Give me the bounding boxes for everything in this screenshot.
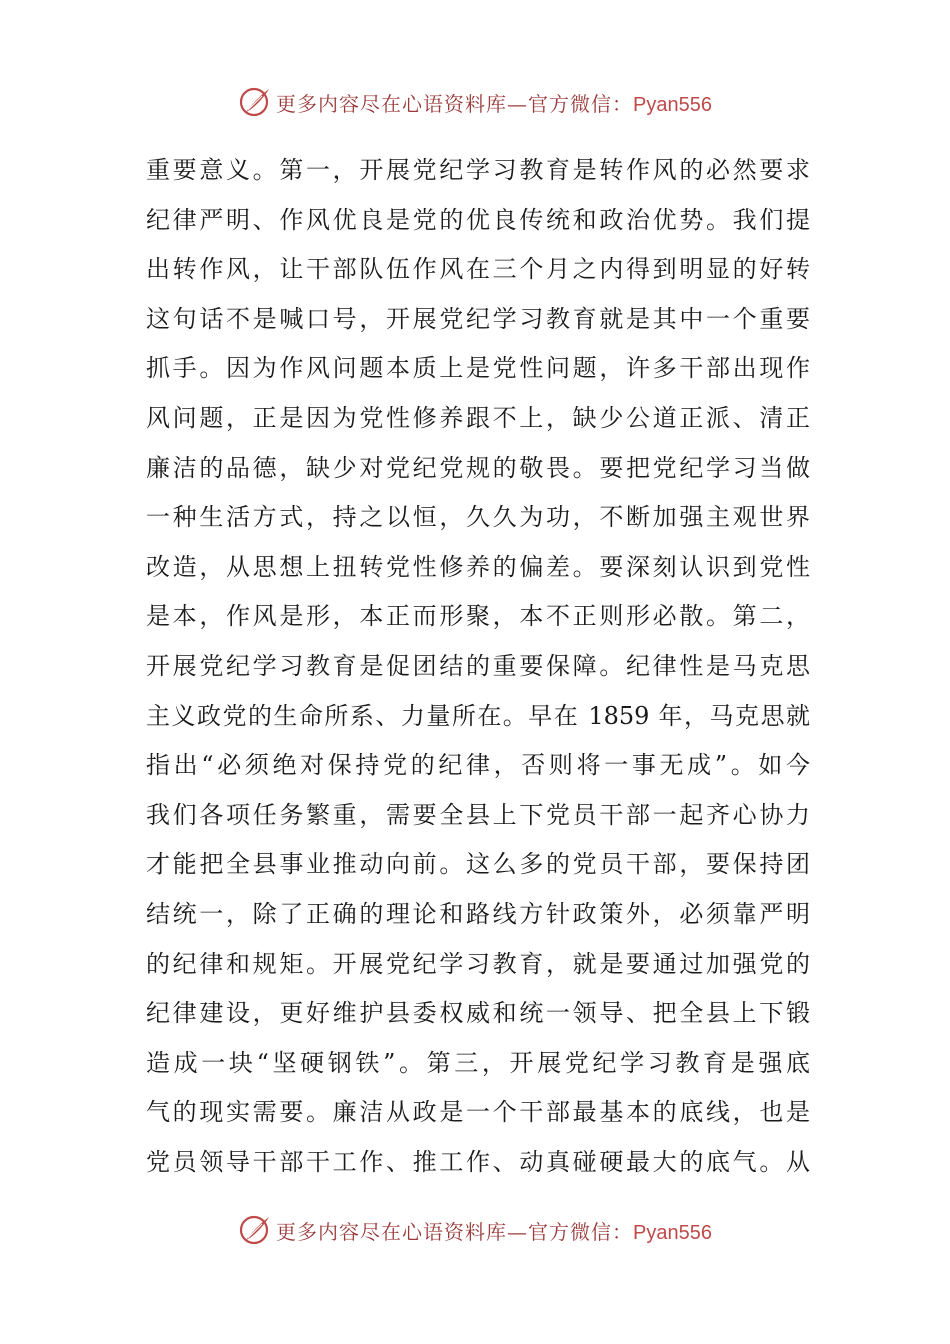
document-body	[146, 146, 810, 1187]
body-line: 改造，从思想上扭转党性修养的偏差。要深刻认识到党性	[146, 552, 810, 581]
body-line: 造成一块“坚硬钢铁”。第三，开展党纪学习教育是强底	[146, 1048, 810, 1077]
body-line: 党员领导干部干工作、推工作、动真碰硬最大的底气。从	[146, 1147, 810, 1176]
header-wechat-label: 官方微信：	[528, 91, 634, 116]
body-line: 风问题，正是因为党性修养跟不上，缺少公道正派、清正	[146, 403, 810, 432]
body-line: 出转作风，让干部队伍作风在三个月之内得到明显的好转	[146, 255, 810, 284]
body-line: 指出“必须绝对保持党的纪律，否则将一事无成”。如今	[146, 751, 810, 780]
body-line: 才能把全县事业推动向前。这么多的党员干部，要保持团	[146, 850, 810, 879]
body-line: 一种生活方式，持之以恒，久久为功，不断加强主观世界	[146, 503, 810, 532]
body-line: 重要意义。第一，开展党纪学习教育是转作风的必然要求	[146, 156, 810, 184]
footer-banner-text	[276, 1216, 712, 1245]
header-banner-separator: —	[507, 91, 529, 116]
header-wechat-id: Pyan556	[633, 93, 712, 116]
body-line: 我们各项任务繁重，需要全县上下党员干部一起齐心协力	[146, 800, 810, 829]
footer-banner-separator: —	[507, 1219, 529, 1244]
body-line: 这句话不是喊口号，开展党纪学习教育就是其中一个重要	[146, 304, 810, 333]
body-line: 廉洁的品德，缺少对党纪党规的敬畏。要把党纪学习当做	[146, 453, 810, 482]
body-line: 抓手。因为作风问题本质上是党性问题，许多干部出现作	[146, 354, 810, 383]
header-banner	[0, 82, 950, 122]
body-line: 气的现实需要。廉洁从政是一个干部最基本的底线，也是	[146, 1098, 810, 1127]
header-banner-text	[276, 88, 712, 117]
header-banner-title: 更多内容尽在心语资料库	[276, 91, 508, 116]
body-line: 纪律严明、作风优良是党的优良传统和政治优势。我们提	[146, 205, 810, 234]
footer-wechat-id: Pyan556	[633, 1221, 712, 1244]
quill-pen-logo-icon	[238, 85, 272, 119]
body-line: 是本，作风是形，本正而形聚，本不正则形必散。第二，	[146, 602, 810, 631]
quill-pen-logo-icon	[238, 1213, 272, 1247]
body-line: 开展党纪学习教育是促团结的重要保障。纪律性是马克思	[146, 651, 810, 680]
body-line: 结统一，除了正确的理论和路线方针政策外，必须靠严明	[146, 899, 810, 928]
footer-banner	[0, 1210, 950, 1250]
body-line: 的纪律和规矩。开展党纪学习教育，就是要通过加强党的	[146, 949, 810, 978]
footer-wechat-label: 官方微信：	[528, 1219, 634, 1244]
footer-banner-title: 更多内容尽在心语资料库	[276, 1219, 508, 1244]
body-line: 主义政党的生命所系、力量所在。早在 1859 年，马克思就	[146, 701, 810, 730]
body-line: 纪律建设，更好维护县委权威和统一领导、把全县上下锻	[146, 999, 810, 1028]
